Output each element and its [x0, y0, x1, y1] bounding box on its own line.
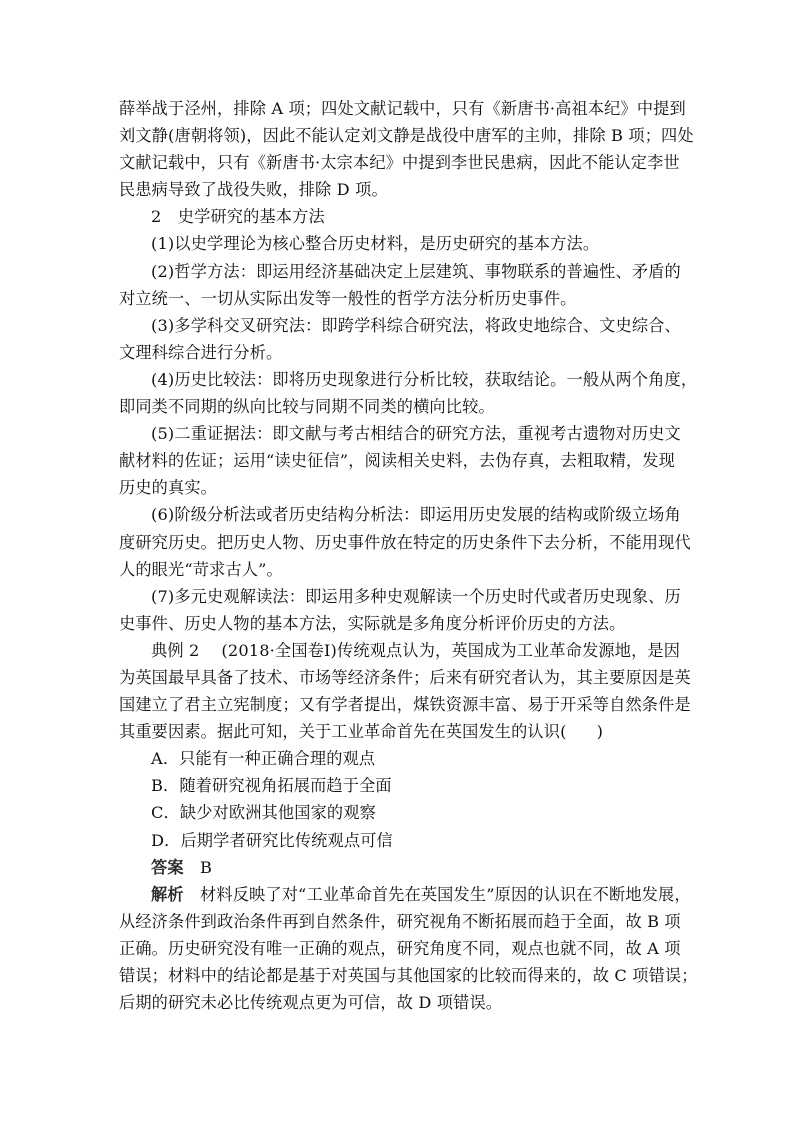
analysis-label: 解析: [151, 884, 184, 904]
example-first-line: [119, 637, 679, 664]
example-stem-line: 国建立了君主立宪制度；又有学者提出，煤铁资源丰富、易于开采等自然条件是: [119, 695, 691, 715]
text-line: 刘文静(唐朝将领)，因此不能认定刘文静是战役中唐军的主帅，排除 B 项；四处: [119, 126, 694, 146]
method-item-7-cont: 史事件、历史人物的基本方法，实际就是多角度分析评价历史的方法。: [119, 613, 626, 633]
analysis-first-line: 解析 材料反映了对“工业革命首先在英国发生”原因的认识在不断地发展，: [151, 884, 691, 904]
method-item-3: (3)多学科交叉研究法：即跨学科综合研究法，将政史地综合、文史综合、: [151, 315, 681, 335]
document-page: [119, 95, 698, 1016]
text-line: 文献记载中，只有《新唐书·太宗本纪》中提到李世民患病，因此不能认定李世: [119, 153, 680, 173]
method-item-6-cont: 人的眼光“苛求古人”。: [119, 559, 283, 579]
example-stem-last: 其重要因素。据此可知，关于工业革命首先在英国发生的认识( ): [119, 722, 604, 742]
answer-value: B: [200, 857, 213, 877]
analysis-line: 正确。历史研究没有唯一正确的观点，研究角度不同，观点也就不同，故 A 项: [119, 938, 681, 958]
method-item-2: (2)哲学方法：即运用经济基础决定上层建筑、事物联系的普遍性、矛盾的: [151, 261, 681, 281]
example-label: 典例 2: [151, 640, 200, 660]
answer-line: [119, 854, 679, 881]
previous-analysis-continuation: [119, 95, 694, 203]
text-line: 薛举战于泾州，排除 A 项；四处文献记载中，只有《新唐书·高祖本纪》中提到: [119, 99, 686, 118]
option-d: D．后期学者研究比传统观点可信: [151, 830, 393, 850]
method-item-5: (5)二重证据法：即文献与考古相结合的研究方法，重视考古遗物对历史文: [151, 424, 681, 444]
text-line: 民患病导致了战役失败，排除 D 项。: [119, 180, 388, 200]
example-source: (2018·全国卷Ⅰ): [221, 640, 338, 660]
method-item-3-cont: 文理科综合进行分析。: [119, 342, 283, 362]
method-item-6-cont: 度研究历史。把历史人物、历史事件放在特定的历史条件下去分析，不能用现代: [119, 532, 691, 552]
option-a: A．只能有一种正确合理的观点: [151, 749, 376, 769]
analysis-line: 错误；材料中的结论都是基于对英国与其他国家的比较而得来的，故 C 项错误；: [119, 966, 698, 985]
example-question: [119, 637, 698, 1016]
method-item-2-cont: 对立统一、一切从实际出发等一般性的哲学方法分析历史事件。: [119, 288, 577, 308]
example-stem-line: 为英国最早具备了技术、市场等经济条件；后来有研究者认为，其主要原因是英: [119, 667, 691, 687]
method-item-5-cont: 历史的真实。: [119, 478, 218, 498]
method-item-1: (1)以史学理论为核心整合历史材料，是历史研究的基本方法。: [151, 234, 600, 254]
method-item-5-cont: 献材料的佐证；运用“读史征信”，阅读相关史料，去伪存真，去粗取精，发现: [119, 451, 675, 471]
method-item-6: (6)阶级分析法或者历史结构分析法：即运用历史发展的结构或阶级立场角: [151, 505, 681, 525]
example-stem-start: 传统观点认为，英国成为工业革命发源地，是因: [337, 640, 681, 660]
analysis-line: 后期的研究未必比传统观点更为可信，故 D 项错误。: [119, 993, 503, 1013]
section-heading: 2 史学研究的基本方法: [151, 207, 325, 227]
method-item-4-cont: 即同类不同期的纵向比较与同期不同类的横向比较。: [119, 397, 495, 417]
analysis-line: 从经济条件到政治条件再到自然条件，研究视角不断拓展而趋于全面，故 B 项: [119, 911, 681, 931]
answer-label: 答案: [151, 857, 184, 877]
method-list: [119, 230, 698, 636]
method-item-4: (4)历史比较法：即将历史现象进行分析比较，获取结论。一般从两个角度，: [151, 369, 698, 389]
method-item-7: (7)多元史观解读法：即运用多种史观解读一个历史时代或者历史现象、历: [151, 586, 681, 606]
option-c: C．缺少对欧洲其他国家的观察: [151, 803, 376, 823]
option-b: B．随着研究视角拓展而趋于全面: [151, 776, 392, 796]
